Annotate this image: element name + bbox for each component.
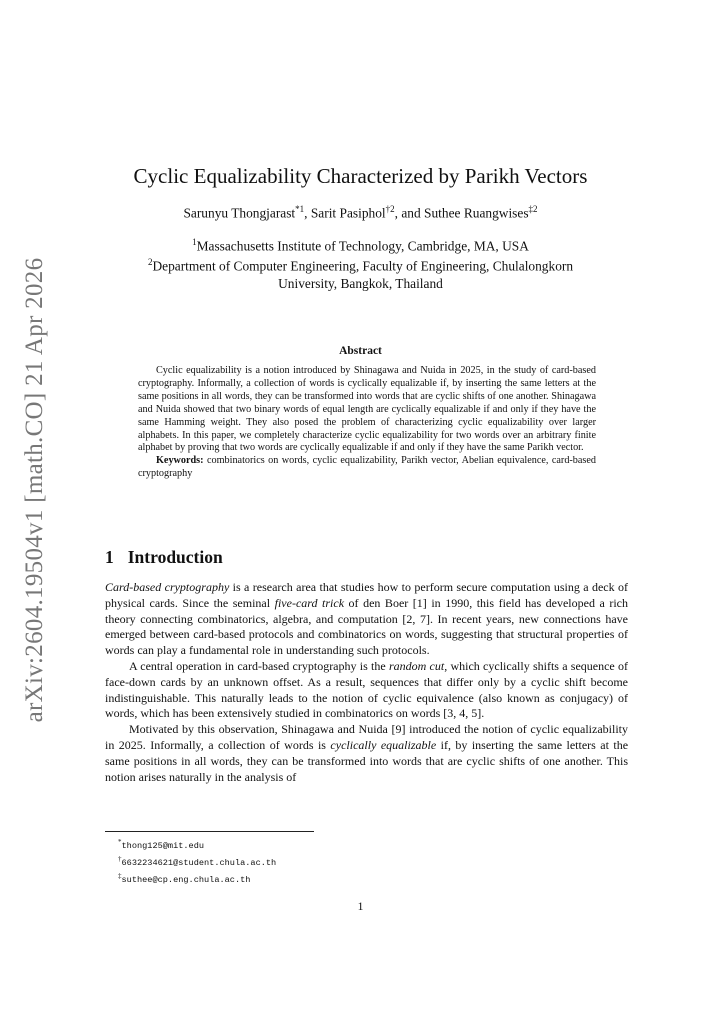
footnote: [118, 870, 276, 887]
arxiv-id: arXiv:2604.19504v1 [math.CO] 21 Apr 2026: [21, 257, 48, 723]
affiliation-text: Massachusetts Institute of Technology, Cambridge, MA, USA: [196, 238, 529, 254]
author-name: Sarit Pasiphol: [310, 205, 386, 221]
emphasis: cyclically equalizable: [330, 737, 437, 752]
page-number: 1: [357, 899, 364, 913]
text-run: of den Boer [1] in 1990, this field has developed a rich theory connecting combinatorics, algebra, and computation [2, 7]. In recent years, new connections have emerged between card-based protocols and combinatorics on words, suggesting that structural properties of words can play a fundamental role in understanding such protocols.: [105, 595, 629, 658]
footnote-email: suthee@cp.eng.chula.ac.th: [121, 874, 251, 885]
author-name: Suthee Ruangwises: [424, 205, 529, 221]
abstract-heading: Abstract: [339, 345, 382, 357]
section-title: Introduction: [127, 547, 223, 567]
affiliation-text: Department of Computer Engineering, Faculty of Engineering, Chulalongkorn: [152, 258, 574, 274]
section-number: 1: [105, 547, 114, 567]
footnotes: [118, 836, 276, 887]
affiliation-mark: 2: [147, 257, 153, 268]
keywords-list: combinatorics on words, cyclic equalizability, Parikh vector, Abelian equivalence, card-based cryptography: [138, 455, 597, 480]
author-mark: ‡2: [528, 204, 538, 214]
paragraph: [105, 580, 628, 659]
body-text: [105, 580, 628, 785]
affiliation-text: University, Bangkok, Thailand: [278, 275, 443, 291]
affiliation-line: [0, 254, 721, 274]
text-run: , which cyclically shifts a sequence of face-down cards by an unknown offset. As a result, sequences that differ only by a cyclic shift become indistinguishable. This naturally leads to the notion of cyclic equivalence (also known as conjugacy) of words, which has been extensively studied in combinatorics on words [3, 4, 5].: [105, 658, 629, 721]
emphasis: five-card trick: [274, 595, 345, 610]
footnote: [118, 853, 276, 870]
footnote-email: thong125@mit.edu: [121, 840, 205, 851]
author-name: Sarunyu Thongjarast: [183, 205, 296, 221]
footnote-mark: ‡: [118, 871, 122, 880]
affiliation-line: [0, 234, 721, 254]
paper-title: Cyclic Equalizability Characterized by Parikh Vectors: [133, 164, 588, 188]
abstract-text: Cyclic equalizability is a notion introduced by Shinagawa and Nuida in 2025, in the study of card-based cryptography. Informally, a collection of words is cyclically equalizable if, by inserting the same letters at the same positions in all words, they can be transformed into words that are cyclic shifts of one another. Shinagawa and Nuida showed that two binary words of equal length are cyclically equalizable if and only if they have the same Hamming weight. They also posed the problem of characterizing cyclic equalizability over larger alphabets. In this paper, we completely characterize cyclic equalizability for two words over an arbitrary finite alphabet by proving that two words are cyclically equalizable if and only if they have the same Parikh vector.: [138, 365, 596, 454]
paragraph: [105, 659, 628, 722]
author-separator: ,: [304, 205, 311, 221]
author-separator: , and: [394, 205, 425, 221]
footnote-rule: [105, 831, 314, 832]
author-mark: *1: [295, 204, 305, 214]
keywords-label: Keywords:: [156, 455, 204, 467]
affiliation-mark: 1: [192, 237, 197, 247]
keywords: [138, 455, 596, 481]
emphasis: Card-based cryptography: [105, 580, 230, 594]
affiliation-line: [0, 275, 721, 292]
abstract-block: [138, 365, 596, 481]
text-run: if, by inserting the same letters at the same positions in all words, they can be transformed into words that are cyclic shifts of one another. This notion arises naturally in the analysis of: [105, 737, 629, 784]
footnote-mark: *: [118, 838, 122, 846]
emphasis: random cut: [388, 658, 445, 673]
text-run: A central operation in card-based cryptography is the: [129, 658, 389, 673]
footnote: [118, 836, 276, 853]
author-mark: †2: [385, 204, 395, 214]
footnote-mark: †: [118, 854, 122, 863]
footnote-email: 6632234621@student.chula.ac.th: [121, 857, 277, 868]
affiliations: [0, 234, 721, 292]
paragraph: [105, 722, 628, 785]
section-heading: [105, 547, 223, 568]
author-list: [0, 204, 721, 221]
text-run: is a research area that studies how to perform secure computation using a deck of physical cards. Since the seminal: [105, 580, 628, 610]
text-run: Motivated by this observation, Shinagawa and Nuida [9] introduced the notion of cyclic equalizability in 2025. Informally, a collection of words is: [105, 722, 628, 752]
